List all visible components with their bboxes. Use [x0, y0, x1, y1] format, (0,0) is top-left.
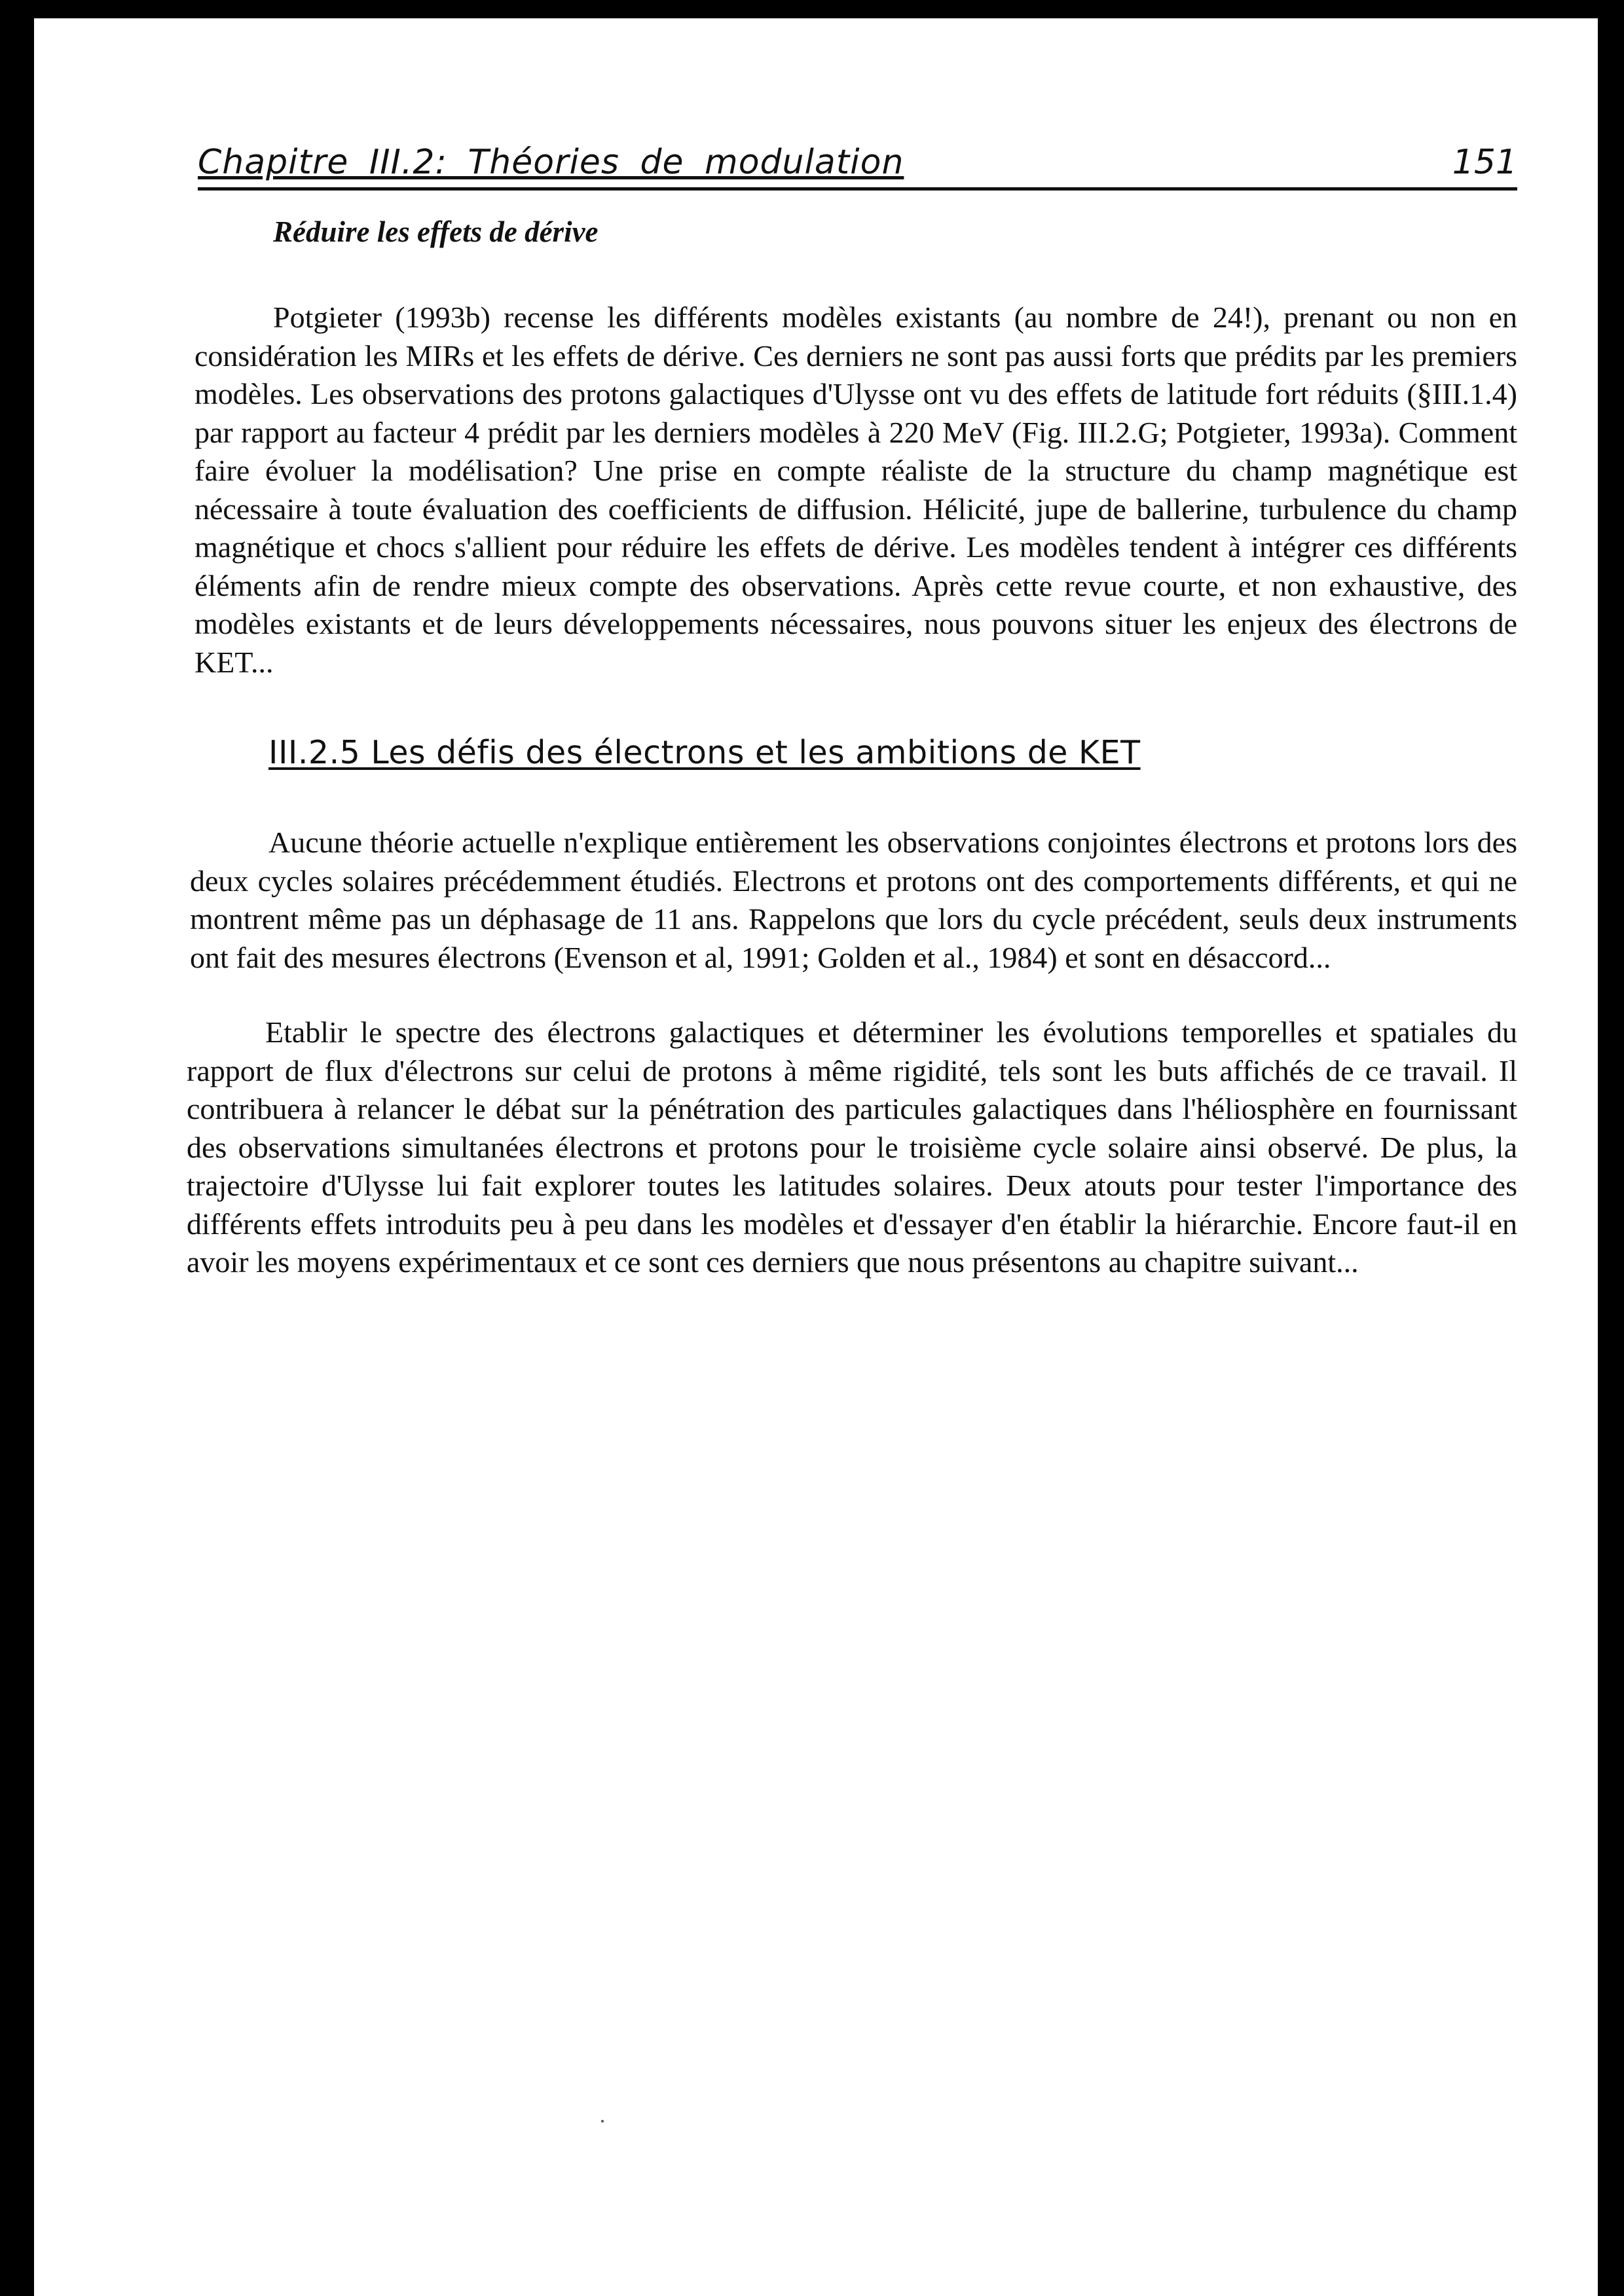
page-number: 151 — [1452, 143, 1517, 182]
scanned-page — [34, 18, 1598, 2296]
paragraph-aucune-theorie: Aucune théorie actuelle n'explique entièrement les observations conjointes électrons et protons lors des deux cycles solaires précédemment étudiés. Electrons et protons ont des comportements différents, et qui ne montrent même pas un déphasage de 11 ans. Rappelons que lors du cycle précédent, seuls deux instruments ont fait des mesures électrons (Evenson et al, 1991; Golden et al., 1984) et sont en désaccord... — [190, 826, 1517, 974]
paragraph-potgieter: Potgieter (1993b) recense les différents modèles existants (au nombre de 24!), prenant ou non en considération les MIRs et les effets de dérive. Ces derniers ne sont pas aussi forts que prédits par les premiers modèles. Les observations des protons galactiques d'Ulysse ont vu des effets de latitude fort réduits (§III.1.4) par rapport au facteur 4 prédit par les derniers modèles à 220 MeV (Fig. III.2.G; Potgieter, 1993a). Comment faire évoluer la modélisation? Une prise en compte réaliste de la structure du champ magnétique est nécessaire à toute évaluation des coefficients de diffusion. Hélicité, jupe de ballerine, turbulence du champ magnétique et chocs s'allient pour réduire les effets de dérive. Les modèles tendent à intégrer ces différents éléments afin de rendre mieux compte des observations. Après cette revue courte, et non exhaustive, des modèles existants et de leurs développements nécessaires, nous pouvons situer les enjeux des électrons de KET... — [194, 301, 1517, 679]
running-header — [198, 143, 1517, 191]
section-heading: III.2.5 Les défis des électrons et les ambitions de KET — [268, 734, 1141, 771]
subsection-title: Réduire les effets de dérive — [273, 215, 599, 248]
chapter-title: Chapitre III.2: Théories de modulation — [198, 143, 904, 182]
paragraph-etablir-spectre: Etablir le spectre des électrons galactiques et déterminer les évolutions temporelles et spatiales du rapport de flux d'électrons sur celui de protons à même rigidité, tels sont les buts affichés de ce travail. Il contribuera à relancer le débat sur la pénétration des particules galactiques dans l'héliosphère en fournissant des observations simultanées électrons et protons pour le troisième cycle solaire ainsi observé. De plus, la trajectoire d'Ulysse lui fait explorer toutes les latitudes solaires. Deux atouts pour tester l'importance des différents effets introduits peu à peu dans les modèles et d'essayer d'en établir la hiérarchie. Encore faut-il en avoir les moyens expérimentaux et ce sont ces derniers que nous présentons au chapitre suivant... — [187, 1015, 1517, 1279]
scan-speck — [601, 2120, 604, 2123]
